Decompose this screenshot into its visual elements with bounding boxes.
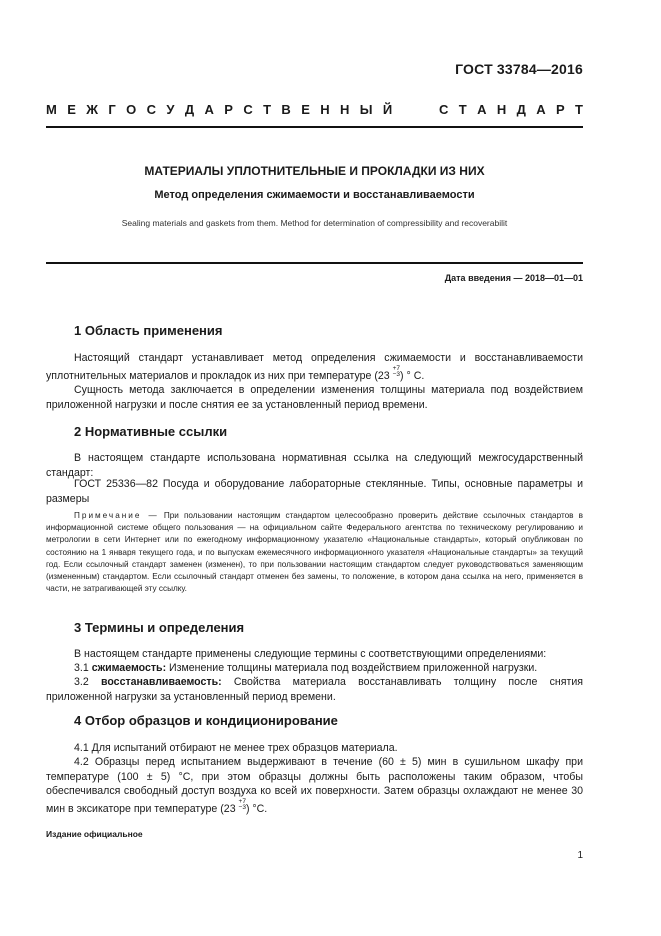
clause-4-2: 4.2 Образцы перед испытанием выдерживают в течение (60 ± 5) мин в сушильном шкафу при температуре (100 ± 5) °С, при этом образцы должны быть расположены таким образом, чтобы обеспечивался свободный доступ воздуха ко всей их поверхности. Затем образцы охлаждают не менее 30 мин в эксикаторе при температуре (23 $^{+7 -3}$ ) °С. <box>46 756 583 815</box>
banner-letter: У <box>166 102 175 117</box>
section-4-heading: 4 Отбор образцов и кондиционирование <box>74 713 338 728</box>
clause-4-1: 4.1 Для испытаний отбирают не менее трех образцов материала. <box>74 742 398 754</box>
banner-letter: Т <box>263 102 272 117</box>
banner-letter: А <box>204 102 214 117</box>
banner-letter: Н <box>340 102 350 117</box>
english-title: Sealing materials and gaskets from them. Method for determination of compressibility and recoverabilit <box>121 218 508 228</box>
banner-letter: Е <box>301 102 310 117</box>
banner-letter: С <box>146 102 157 117</box>
section-3-paragraph-1: В настоящем стандарте применены следующие термины с соответствующими определениями: <box>74 648 547 660</box>
banner-letter: М <box>46 102 57 117</box>
banner-letter: Ы <box>359 102 373 117</box>
banner-letter: Н <box>320 102 330 117</box>
banner-letter: Д <box>184 102 195 117</box>
banner-letter: Р <box>224 102 233 117</box>
banner-letter: А <box>477 102 487 117</box>
banner-letter: Й <box>382 102 393 117</box>
banner-letter: Г <box>108 102 116 117</box>
section-2-reference: ГОСТ 25336—82 Посуда и оборудование лабораторные стеклянные. Типы, основные параметры и размеры <box>46 478 583 505</box>
term-3-1: 3.1 сжимаемость: Изменение толщины материала под воздействием приложенной нагрузки. <box>74 662 538 674</box>
standard-number: ГОСТ 33784—2016 <box>455 61 583 77</box>
interstate-standard-banner <box>46 102 583 117</box>
tolerance: +7 −3 <box>238 797 246 811</box>
section-1-heading: 1 Область применения <box>74 323 223 338</box>
banner-letter: Д <box>516 102 526 117</box>
banner-letter: В <box>281 102 291 117</box>
banner-letter: Ж <box>86 102 99 117</box>
section-1-paragraph-1: Настоящий стандарт устанавливает метод определения сжимаемости и восстанавливаемости уплотнительных материалов и прокладок из них при температуре (23 $^{+7 -3}$ ) ° С. <box>46 352 583 382</box>
section-2-paragraph-1: В настоящем стандарте использована нормативная ссылка на следующий межгосударственный стандарт: <box>46 452 583 479</box>
banner-letter: О <box>126 102 137 117</box>
banner-letter: Н <box>496 102 507 117</box>
document-subtitle: Метод определения сжимаемости и восстанавливаемости <box>154 189 475 201</box>
page-number: 1 <box>577 850 583 861</box>
banner-letter: Е <box>67 102 76 117</box>
tolerance: +7 −3 <box>392 364 401 378</box>
document-title: МАТЕРИАЛЫ УПЛОТНИТЕЛЬНЫЕ И ПРОКЛАДКИ ИЗ НИХ <box>144 164 485 178</box>
top-divider <box>46 126 583 128</box>
banner-letter: А <box>536 102 546 117</box>
section-1-paragraph-2: Сущность метода заключается в определении изменения толщины материала под воздействием приложенной нагрузки и после снятия ее за установленный период времени. <box>46 384 583 411</box>
section-3-heading: 3 Термины и определения <box>74 620 245 635</box>
official-edition-label: Издание официальное <box>46 829 143 839</box>
banner-letter: С <box>243 102 253 117</box>
section-2-heading: 2 Нормативные ссылки <box>74 424 228 439</box>
title-divider <box>46 262 583 264</box>
banner-gap <box>403 102 429 117</box>
banner-letter: Т <box>575 102 583 117</box>
banner-letter: С <box>438 102 449 117</box>
introduction-date: Дата введения — 2018—01—01 <box>444 273 583 283</box>
section-2-note: Примечание — При пользовании настоящим стандартом целесообразно проверить действие ссылочных стандартов в информационной системе общего пользования — на официальном сайте Федерального агентства по техническому регулированию и метрологии в сети Интернет или по ежегодному информационному указателю «Национальные стандарты», который опубликован по состоянию на 1 января текущего года, и по выпускам ежемесячного информационного указателя «Национальные стандарты» за текущий год. Если ссылочный стандарт заменен (изменен), то при пользовании настоящим стандартом следует руководствоваться заменяющим (измененным) стандартом. Если ссылочный стандарт отменен без замены, то положение, в котором дана ссылка на него, применяется в части, не затрагивающей эту ссылку. <box>46 511 583 594</box>
banner-letter: Т <box>458 102 467 117</box>
term-3-2: 3.2 восстанавливаемость: Свойства материала восстанавливать толщину после снятия приложенной нагрузки за установленный период времени. <box>46 676 583 703</box>
banner-letter: Р <box>556 102 565 117</box>
